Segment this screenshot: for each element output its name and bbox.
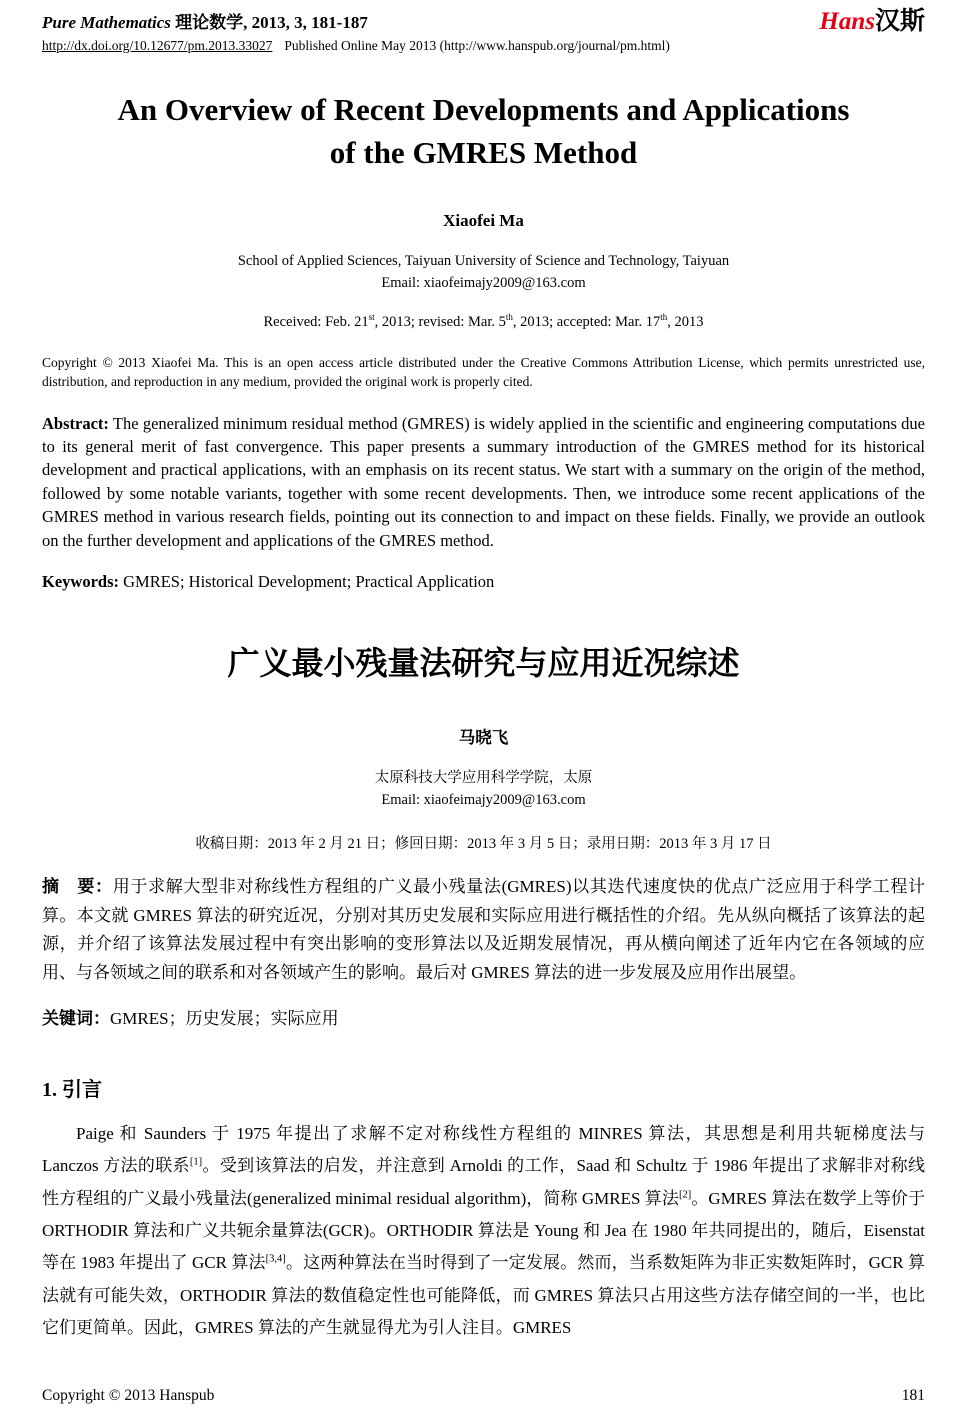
abstract-text: The generalized minimum residual method (GMRES) is widely applied in the scientific and engineering computations due to its general merit of fast convergence. This paper presents a summary introduction of the GMRES method for its historical development and practical applications, with an emphasis on its recent status. We start with a summary on the origin of the method, followed by some notable variants, together with some recent developments. Then, we introduce some recent applications of the GMRES method in various research fields, pointing out its connection to and impact on these fields. Finally, we provide an outlook on the further development and applications of the GMRES method. (42, 413, 925, 550)
page-footer (42, 1387, 925, 1405)
cn-abstract-label: 摘 要： (42, 876, 113, 896)
intro-text-segment: 。GMRES 算法在数学上等价于 ORTHODIR 算法和广义共轭余量算法(GCR)。ORTHODIR 算法是 Young 和 Jea 在 1980 年共同提出的，随后，Eisenstat 等在 1983 年提出了 GCR 算法 (42, 1188, 925, 1273)
license-text: Copyright © 2013 Xiaofei Ma. This is an open access article distributed under the Creative Commons Attribution License, which permits unrestricted use, distribution, and reproduction in any medium, provided the original work is properly cited. (42, 355, 925, 390)
paper-title-line1: An Overview of Recent Developments and Applications (117, 92, 850, 127)
author-email: Email: xiaofeimajy2009@163.com (381, 274, 586, 291)
journal-header (42, 8, 925, 54)
ordinal-superscript: st (368, 312, 375, 323)
page-number: 181 (901, 1387, 925, 1404)
cn-abstract-text: 用于求解大型非对称线性方程组的广义最小残量法(GMRES)以其迭代速度快的优点广泛应用于科学工程计算。本文就 GMRES 算法的研究近况，分别对其历史发展和实际应用进行概括性的介绍。先从纵向概括了该算法的起源，并介绍了该算法发展过程中有突出影响的变形算法以及近期发展情况，再从横向阐述了近年内它在各领域的应用、与各领域之间的联系和对各领域产生的影响。最后对 GMRES 算法的进一步发展及应用作出展望。 (42, 876, 926, 983)
received-text: , 2013; accepted: Mar. 17 (512, 314, 661, 331)
received-text: , 2013; revised: Mar. 5 (374, 314, 506, 331)
affiliation: School of Applied Sciences, Taiyuan University of Science and Technology, Taiyuan (237, 252, 730, 269)
hans-logo-cn: 汉斯 (874, 8, 925, 35)
cn-affiliation-block (42, 768, 925, 812)
received-text: , 2013 (667, 314, 704, 331)
received-line (42, 314, 925, 331)
cn-dates: 收稿日期：2013 年 2 月 21 日；修回日期：2013 年 3 月 5 日；录用日期：2013 年 3 月 17 日 (195, 835, 772, 852)
section-heading: 1. 引言 (42, 1079, 102, 1102)
cn-keywords (42, 1004, 925, 1029)
journal-issue-info: 理论数学, 2013, 3, 181-187 (170, 13, 368, 32)
reference-superscript: [1] (189, 1156, 203, 1168)
intro-text-segment: 。受到该算法的启发，并注意到 Arnoldi 的工作，Saad 和 Schultz 于 1986 年提出了求解非对称线性方程组的广义最小残量法(generalized minimal residual algorithm)，简称 GMRES 算法 (42, 1156, 926, 1208)
affiliation-block (42, 251, 925, 295)
intro-paragraph (42, 1118, 925, 1344)
cn-keywords-label: 关键词： (42, 1009, 110, 1029)
paper-title (42, 88, 925, 175)
intro-text-segment: Paige 和 Saunders 于 1975 年提出了求解不定对称线性方程组的 MINRES 算法，其思想是利用共轭梯度法与 Lanczos 方法的联系 (42, 1124, 925, 1176)
reference-superscript: [2] (678, 1189, 692, 1201)
keywords-text: GMRES; Historical Development; Practical Application (119, 572, 495, 592)
published-info: Published Online May 2013 (http://www.hanspub.org/journal/pm.html) (284, 38, 670, 53)
journal-header-left (42, 8, 670, 54)
abstract (42, 412, 925, 553)
cn-author: 马晓飞 (458, 728, 509, 748)
intro-text-segment: 。这两种算法在当时得到了一定发展。然而，当系数矩阵为非正实数矩阵时，GCR 算法就有可能失效，ORTHODIR 算法的数值稳定性也可能降低，而 GMRES 算法只占用这些方法存储空间的一半，也比它们更简单。因此，GMRES 算法的产生就显得尤为引人注目。GMRES (42, 1253, 925, 1337)
abstract-label: Abstract: (42, 413, 109, 433)
cn-email: Email: xiaofeimajy2009@163.com (381, 791, 586, 808)
cn-keywords-text: GMRES；历史发展；实际应用 (110, 1009, 339, 1029)
cn-affiliation: 太原科技大学应用科学学院，太原 (374, 770, 593, 787)
journal-line (42, 8, 670, 33)
hans-logo (819, 9, 925, 34)
reference-superscript: [3,4] (265, 1253, 286, 1265)
paper-title-line2: of the GMRES Method (329, 135, 638, 171)
hans-logo-latin: Hans (819, 8, 875, 35)
ordinal-superscript: th (505, 312, 513, 323)
footer-copyright: Copyright © 2013 Hanspub (42, 1387, 215, 1404)
keywords-label: Keywords: (42, 572, 119, 592)
received-text: Received: Feb. 21 (263, 314, 369, 331)
author-name: Xiaofei Ma (443, 210, 524, 230)
keywords (42, 572, 925, 592)
doi-line (42, 38, 670, 54)
journal-name: Pure Mathematics (42, 13, 171, 32)
cn-title: 广义最小残量法研究与应用近况综述 (227, 645, 740, 682)
ordinal-superscript: th (660, 312, 668, 323)
doi-link[interactable]: http://dx.doi.org/10.12677/pm.2013.33027 (42, 38, 273, 53)
cn-abstract (42, 873, 925, 989)
